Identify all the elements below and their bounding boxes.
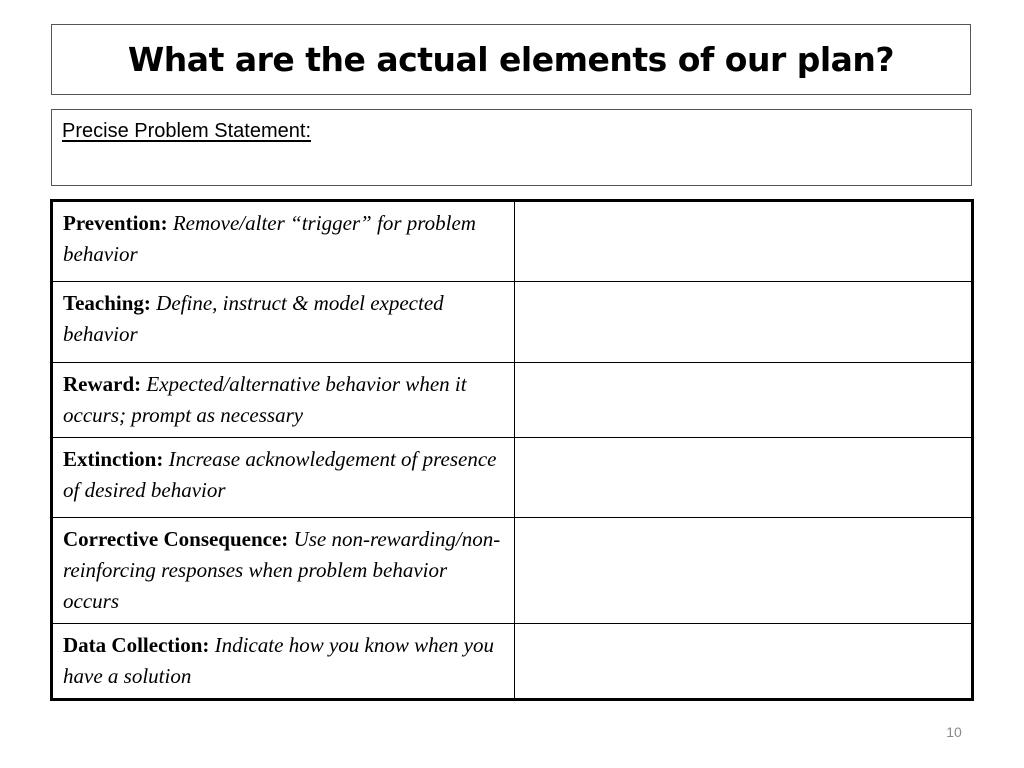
plan-response-cell[interactable] — [515, 201, 973, 282]
table-row — [52, 438, 973, 518]
plan-description: Remove/alter “trigger” for problem behavior — [63, 211, 476, 266]
plan-label-cell — [52, 201, 515, 282]
plan-label: Extinction: — [63, 447, 164, 471]
plan-label-cell — [52, 363, 515, 438]
plan-table — [50, 199, 974, 701]
plan-label: Reward: — [63, 372, 142, 396]
plan-label: Corrective Consequence: — [63, 527, 289, 551]
title-box — [51, 24, 971, 95]
plan-label: Data Collection: — [63, 633, 210, 657]
plan-description: Expected/alternative behavior when it occurs; prompt as necessary — [63, 372, 467, 427]
problem-statement-box[interactable] — [51, 109, 972, 186]
table-row — [52, 518, 973, 624]
table-row — [52, 282, 973, 363]
plan-description: Indicate how you know when you have a solution — [63, 633, 494, 688]
plan-response-cell[interactable] — [515, 363, 973, 438]
plan-description: Define, instruct & model expected behavior — [63, 291, 444, 346]
table-row — [52, 624, 973, 700]
plan-response-cell[interactable] — [515, 518, 973, 624]
plan-label-cell — [52, 624, 515, 700]
plan-label: Teaching: — [63, 291, 151, 315]
page-number: 10 — [946, 724, 962, 740]
plan-label-cell — [52, 282, 515, 363]
slide-title: What are the actual elements of our plan? — [127, 40, 895, 79]
plan-response-cell[interactable] — [515, 282, 973, 363]
plan-description: Use non-rewarding/non-reinforcing responses when problem behavior occurs — [63, 527, 501, 613]
plan-label: Prevention: — [63, 211, 168, 235]
table-row — [52, 201, 973, 282]
table-row — [52, 363, 973, 438]
plan-response-cell[interactable] — [515, 624, 973, 700]
plan-label-cell — [52, 518, 515, 624]
plan-description: Increase acknowledgement of presence of desired behavior — [63, 447, 497, 502]
plan-response-cell[interactable] — [515, 438, 973, 518]
problem-statement-label: Precise Problem Statement: — [62, 120, 311, 142]
plan-label-cell — [52, 438, 515, 518]
